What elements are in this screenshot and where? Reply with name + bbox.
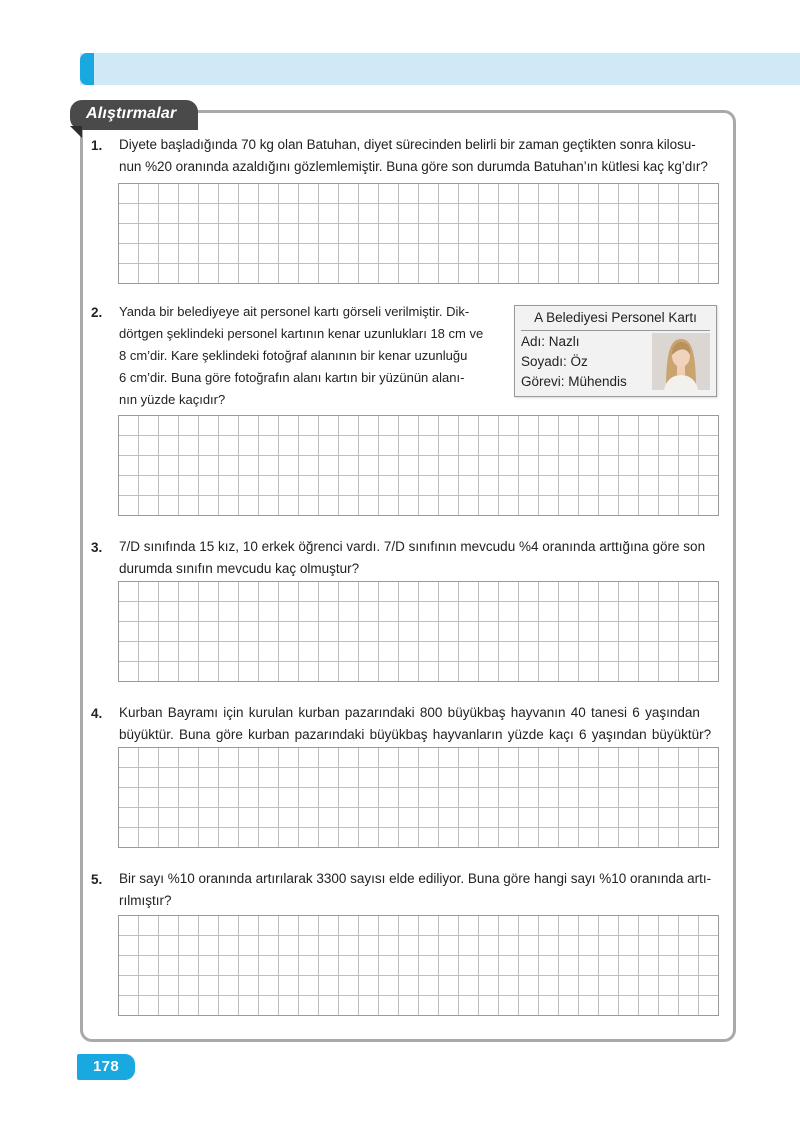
question-4-answer-grid[interactable] [118, 747, 719, 848]
question-5-line-2: rılmıştır? [119, 893, 172, 908]
question-3-line-2: durumda sınıfın mevcudu kaç olmuştur? [119, 561, 360, 576]
personnel-card [514, 305, 717, 397]
question-1-text [119, 134, 708, 178]
question-4-line-1: Kurban Bayramı için kurulan kurban pazarındaki 800 büyükbaş hayvanın 40 tanesi 6 yaşından [119, 705, 700, 720]
section-title: Alıştırmalar [86, 105, 177, 122]
question-3-number: 3. [91, 540, 103, 555]
question-3-text [119, 536, 705, 580]
question-2-answer-grid[interactable] [118, 415, 719, 516]
page-number: 178 [77, 1054, 135, 1080]
question-1-line-1: Diyete başladığında 70 kg olan Batuhan, diyet sürecinden belirli bir zaman geçtikten sonra kilosu- [119, 137, 696, 152]
question-3-line-1: 7/D sınıfında 15 kız, 10 erkek öğrenci vardı. 7/D sınıfının mevcudu %4 oranında arttığına göre son [119, 539, 706, 554]
question-2-line-3: 8 cm’dir. Kare şeklindeki fotoğraf alanının bir kenar uzunluğu [119, 348, 468, 363]
portrait-image [652, 333, 710, 390]
question-5-line-1: Bir sayı %10 oranında artırılarak 3300 sayısı elde ediliyor. Buna göre hangi sayı %10 oranında artı- [119, 871, 712, 886]
question-2-line-1: Yanda bir belediyeye ait personel kartı görseli verilmiştir. Dik- [119, 304, 470, 319]
question-1-number: 1. [91, 138, 103, 153]
header-band-accent [80, 53, 94, 85]
section-tab-fold [70, 126, 82, 138]
question-5-text [119, 868, 711, 912]
question-5-number: 5. [91, 872, 103, 887]
question-2-number: 2. [91, 305, 103, 320]
question-4-number: 4. [91, 706, 103, 721]
question-1-answer-grid[interactable] [118, 183, 719, 284]
personnel-card-surname: Soyadı: Öz [521, 354, 588, 369]
question-5-answer-grid[interactable] [118, 915, 719, 1016]
personnel-card-role: Görevi: Mühendis [521, 374, 627, 389]
question-2-line-5: nın yüzde kaçıdır? [119, 392, 226, 407]
question-4-text [119, 702, 711, 746]
question-3-answer-grid[interactable] [118, 581, 719, 682]
personnel-card-divider [521, 330, 710, 331]
header-band [80, 53, 800, 85]
question-4-line-2: büyüktür. Buna göre kurban pazarındaki büyükbaş hayvanların yüzde kaçı 6 yaşından büyüktür? [119, 727, 712, 742]
personnel-card-title: A Belediyesi Personel Kartı [534, 310, 697, 325]
question-2-line-4: 6 cm’dir. Buna göre fotoğrafın alanı kartın bir yüzünün alanı- [119, 370, 465, 385]
personnel-card-name: Adı: Nazlı [521, 334, 580, 349]
question-2-text [119, 301, 483, 411]
question-2-line-2: dörtgen şeklindeki personel kartının kenar uzunlukları 18 cm ve [119, 326, 484, 341]
question-1-line-2: nun %20 oranında azaldığını gözlemlemiştir. Buna göre son durumda Batuhan’ın kütlesi kaç kg’dır? [119, 159, 708, 174]
personnel-photo [652, 333, 710, 390]
